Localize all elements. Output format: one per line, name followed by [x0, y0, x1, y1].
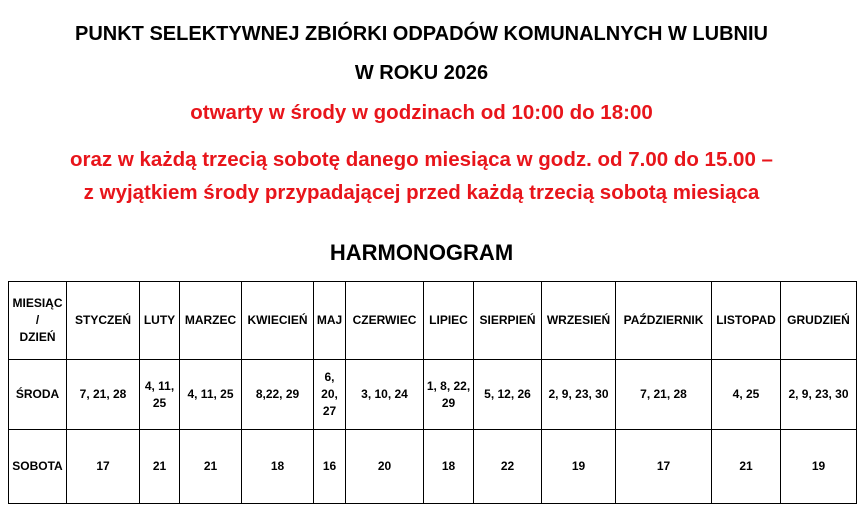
month-header-april: KWIECIEŃ [242, 282, 314, 360]
month-header-july: LIPIEC [424, 282, 474, 360]
month-header-august: SIERPIEŃ [474, 282, 542, 360]
month-header-march: MARZEC [180, 282, 242, 360]
month-header-may: MAJ [314, 282, 346, 360]
saturday-date-july: 18 [424, 430, 474, 504]
saturday-date-may: 16 [314, 430, 346, 504]
wednesday-dates-january: 7, 21, 28 [67, 360, 140, 430]
saturday-date-march: 21 [180, 430, 242, 504]
wednesday-row [9, 360, 857, 430]
saturday-date-november: 21 [712, 430, 781, 504]
saturday-date-october: 17 [616, 430, 712, 504]
corner-label-slash: / [35, 313, 40, 327]
opening-hours-wednesday: otwarty w środy w godzinach od 10:00 do 18:00 [190, 101, 653, 124]
wednesday-dates-april: 8,22, 29 [242, 360, 314, 430]
corner-header-cell [9, 282, 67, 360]
wednesday-dates-february: 4, 11, 25 [140, 360, 180, 430]
month-header-october: PAŹDZIERNIK [616, 282, 712, 360]
month-header-december: GRUDZIEŃ [781, 282, 857, 360]
wednesday-dates-december: 2, 9, 23, 30 [781, 360, 857, 430]
corner-label-day: DZIEŃ [19, 330, 56, 344]
month-header-november: LISTOPAD [712, 282, 781, 360]
month-header-june: CZERWIEC [346, 282, 424, 360]
saturday-date-december: 19 [781, 430, 857, 504]
row-label-saturday: SOBOTA [9, 430, 67, 504]
wednesday-dates-may: 6, 20, 27 [314, 360, 346, 430]
month-header-january: STYCZEŃ [67, 282, 140, 360]
document-year: W ROKU 2026 [354, 62, 489, 84]
saturday-row [9, 430, 857, 504]
document-title: PUNKT SELEKTYWNEJ ZBIÓRKI ODPADÓW KOMUNALNYCH W LUBNIU [75, 23, 768, 45]
opening-hours-saturday: oraz w każdą trzecią sobotę danego miesiąca w godz. od 7.00 do 15.00 – [70, 148, 773, 171]
saturday-date-september: 19 [542, 430, 616, 504]
schedule-title: HARMONOGRAM [329, 240, 514, 265]
schedule-table [8, 281, 857, 504]
opening-hours-exception: z wyjątkiem środy przypadającej przed każdą trzecią sobotą miesiąca [83, 181, 760, 204]
wednesday-dates-november: 4, 25 [712, 360, 781, 430]
corner-label-month: MIESIĄC [12, 296, 63, 310]
saturday-date-august: 22 [474, 430, 542, 504]
wednesday-dates-october: 7, 21, 28 [616, 360, 712, 430]
wednesday-dates-july: 1, 8, 22, 29 [424, 360, 474, 430]
wednesday-dates-august: 5, 12, 26 [474, 360, 542, 430]
wednesday-dates-september: 2, 9, 23, 30 [542, 360, 616, 430]
month-header-february: LUTY [140, 282, 180, 360]
saturday-date-april: 18 [242, 430, 314, 504]
month-header-september: WRZESIEŃ [542, 282, 616, 360]
wednesday-dates-june: 3, 10, 24 [346, 360, 424, 430]
saturday-date-february: 21 [140, 430, 180, 504]
saturday-date-january: 17 [67, 430, 140, 504]
saturday-date-june: 20 [346, 430, 424, 504]
wednesday-dates-march: 4, 11, 25 [180, 360, 242, 430]
month-header-row [9, 282, 857, 360]
row-label-wednesday: ŚRODA [9, 360, 67, 430]
